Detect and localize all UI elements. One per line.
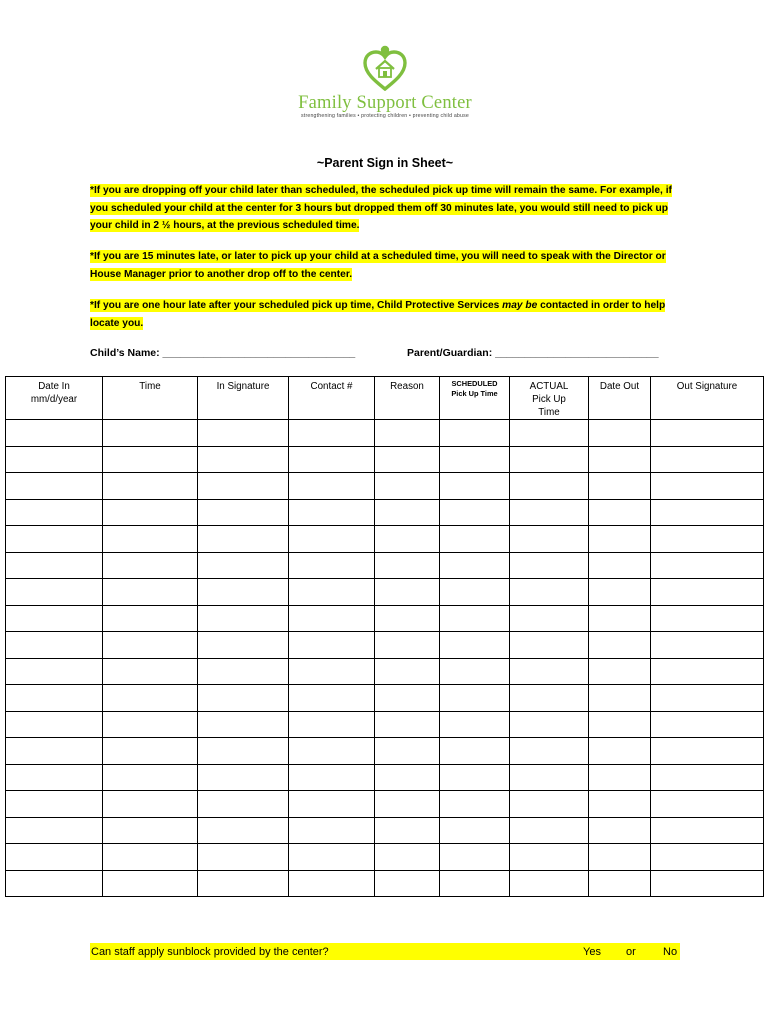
cell-in-signature[interactable] xyxy=(198,791,289,818)
cell-out-signature[interactable] xyxy=(651,685,764,712)
cell-in-signature[interactable] xyxy=(198,605,289,632)
cell-time[interactable] xyxy=(103,791,198,818)
cell-scheduled-pickup[interactable] xyxy=(440,764,510,791)
cell-reason[interactable] xyxy=(375,764,440,791)
table-row xyxy=(6,526,764,553)
cell-reason[interactable] xyxy=(375,473,440,500)
cell-date-in[interactable] xyxy=(6,473,103,500)
cell-date-out[interactable] xyxy=(589,738,651,765)
cell-reason[interactable] xyxy=(375,632,440,659)
cell-scheduled-pickup[interactable] xyxy=(440,552,510,579)
cell-reason[interactable] xyxy=(375,738,440,765)
cell-contact[interactable] xyxy=(289,870,375,897)
cell-out-signature[interactable] xyxy=(651,605,764,632)
cps-note-text-end: contacted in order to help locate you. xyxy=(90,300,666,329)
cell-date-in[interactable] xyxy=(6,844,103,871)
cell-actual-pickup[interactable] xyxy=(510,791,589,818)
cell-reason[interactable] xyxy=(375,870,440,897)
header-actual-sub1: Pick Up xyxy=(532,394,566,405)
table-row xyxy=(6,473,764,500)
late-pickup-note xyxy=(90,248,690,283)
cell-scheduled-pickup[interactable] xyxy=(440,870,510,897)
cell-actual-pickup[interactable] xyxy=(510,420,589,447)
heart-house-logo-icon xyxy=(363,45,407,91)
sunblock-question: Can staff apply sunblock provided by the center? xyxy=(91,946,329,958)
cell-contact[interactable] xyxy=(289,817,375,844)
cell-contact[interactable] xyxy=(289,552,375,579)
cell-in-signature[interactable] xyxy=(198,446,289,473)
cell-scheduled-pickup[interactable] xyxy=(440,579,510,606)
cell-contact[interactable] xyxy=(289,446,375,473)
cell-actual-pickup[interactable] xyxy=(510,764,589,791)
cell-date-in[interactable] xyxy=(6,791,103,818)
cell-date-in[interactable] xyxy=(6,420,103,447)
cell-date-in[interactable] xyxy=(6,632,103,659)
cell-reason[interactable] xyxy=(375,499,440,526)
cell-in-signature[interactable] xyxy=(198,420,289,447)
cell-actual-pickup[interactable] xyxy=(510,658,589,685)
cell-reason[interactable] xyxy=(375,552,440,579)
cell-date-out[interactable] xyxy=(589,473,651,500)
cell-actual-pickup[interactable] xyxy=(510,685,589,712)
cell-contact[interactable] xyxy=(289,711,375,738)
cell-out-signature[interactable] xyxy=(651,817,764,844)
header-scheduled-pickup xyxy=(440,377,510,420)
cell-reason[interactable] xyxy=(375,685,440,712)
page-title: ~Parent Sign in Sheet~ xyxy=(316,156,454,170)
cell-time[interactable] xyxy=(103,844,198,871)
cell-date-out[interactable] xyxy=(589,446,651,473)
cell-out-signature[interactable] xyxy=(651,844,764,871)
cell-scheduled-pickup[interactable] xyxy=(440,420,510,447)
cell-date-out[interactable] xyxy=(589,632,651,659)
sunblock-yes-option[interactable]: Yes xyxy=(583,946,601,958)
table-row xyxy=(6,605,764,632)
table-row xyxy=(6,658,764,685)
cell-out-signature[interactable] xyxy=(651,446,764,473)
cell-date-out[interactable] xyxy=(589,658,651,685)
cell-reason[interactable] xyxy=(375,658,440,685)
cell-out-signature[interactable] xyxy=(651,711,764,738)
cell-contact[interactable] xyxy=(289,526,375,553)
cell-date-in[interactable] xyxy=(6,817,103,844)
cell-contact[interactable] xyxy=(289,473,375,500)
cell-date-out[interactable] xyxy=(589,526,651,553)
cell-actual-pickup[interactable] xyxy=(510,579,589,606)
cell-actual-pickup[interactable] xyxy=(510,446,589,473)
cell-scheduled-pickup[interactable] xyxy=(440,632,510,659)
cell-date-out[interactable] xyxy=(589,499,651,526)
cell-date-in[interactable] xyxy=(6,658,103,685)
cell-in-signature[interactable] xyxy=(198,579,289,606)
cell-date-in[interactable] xyxy=(6,870,103,897)
cell-scheduled-pickup[interactable] xyxy=(440,817,510,844)
cell-scheduled-pickup[interactable] xyxy=(440,738,510,765)
table-header-row xyxy=(6,377,764,420)
cell-out-signature[interactable] xyxy=(651,870,764,897)
cell-actual-pickup[interactable] xyxy=(510,499,589,526)
cell-date-in[interactable] xyxy=(6,552,103,579)
sunblock-no-option[interactable]: No xyxy=(663,946,678,958)
table-row xyxy=(6,791,764,818)
cell-scheduled-pickup[interactable] xyxy=(440,685,510,712)
cell-actual-pickup[interactable] xyxy=(510,738,589,765)
cell-in-signature[interactable] xyxy=(198,499,289,526)
late-pickup-note-text: *If you are 15 minutes late, or later to pick up your child at a scheduled time, you will need to speak with the Director or House Manager prior to another drop off to the center. xyxy=(90,251,666,280)
cell-contact[interactable] xyxy=(289,844,375,871)
cell-date-out[interactable] xyxy=(589,605,651,632)
cell-in-signature[interactable] xyxy=(198,870,289,897)
cell-reason[interactable] xyxy=(375,605,440,632)
cell-date-out[interactable] xyxy=(589,817,651,844)
cell-reason[interactable] xyxy=(375,526,440,553)
cell-in-signature[interactable] xyxy=(198,844,289,871)
table-row xyxy=(6,632,764,659)
cps-note-emphasis: may be xyxy=(502,300,538,311)
header-actual-pickup xyxy=(510,377,589,420)
table-row xyxy=(6,844,764,871)
cell-date-in[interactable] xyxy=(6,499,103,526)
cell-scheduled-pickup[interactable] xyxy=(440,605,510,632)
cell-reason[interactable] xyxy=(375,844,440,871)
header-scheduled-sub: Pick Up Time xyxy=(451,389,498,398)
table-row xyxy=(6,738,764,765)
cell-time[interactable] xyxy=(103,870,198,897)
cell-contact[interactable] xyxy=(289,791,375,818)
header-actual-sub2: Time xyxy=(538,407,560,418)
table-row xyxy=(6,685,764,712)
cell-time[interactable] xyxy=(103,579,198,606)
cell-contact[interactable] xyxy=(289,605,375,632)
cps-note-text-start: *If you are one hour late after your scheduled pick up time, Child Protective Services xyxy=(90,300,503,311)
table-row xyxy=(6,764,764,791)
header-date-in-format: mm/d/year xyxy=(30,394,78,405)
cell-actual-pickup[interactable] xyxy=(510,526,589,553)
cell-date-in[interactable] xyxy=(6,526,103,553)
cell-date-in[interactable] xyxy=(6,446,103,473)
cell-date-in[interactable] xyxy=(6,764,103,791)
late-dropoff-note-text: *If you are dropping off your child later than scheduled, the scheduled pick up time will remain the same. For example, if you scheduled your child at the center for 3 hours but dropped them off 30 minutes late, you would still need to pick up your child in 2 ½ hours, at the previous scheduled time. xyxy=(90,185,672,231)
cell-date-out[interactable] xyxy=(589,711,651,738)
cell-time[interactable] xyxy=(103,658,198,685)
parent-guardian-field[interactable]: Parent/Guardian: ____________________________ xyxy=(407,347,659,359)
cell-time[interactable] xyxy=(103,552,198,579)
header-time: Time xyxy=(103,377,198,420)
cell-out-signature[interactable] xyxy=(651,764,764,791)
cell-contact[interactable] xyxy=(289,658,375,685)
cell-in-signature[interactable] xyxy=(198,658,289,685)
header-contact: Contact # xyxy=(289,377,375,420)
cell-time[interactable] xyxy=(103,817,198,844)
cell-out-signature[interactable] xyxy=(651,579,764,606)
cell-out-signature[interactable] xyxy=(651,526,764,553)
header-in-signature: In Signature xyxy=(198,377,289,420)
cell-time[interactable] xyxy=(103,499,198,526)
table-row xyxy=(6,420,764,447)
cell-out-signature[interactable] xyxy=(651,738,764,765)
cell-time[interactable] xyxy=(103,685,198,712)
cell-time[interactable] xyxy=(103,605,198,632)
cell-date-out[interactable] xyxy=(589,844,651,871)
cell-actual-pickup[interactable] xyxy=(510,817,589,844)
cell-time[interactable] xyxy=(103,420,198,447)
cell-time[interactable] xyxy=(103,446,198,473)
cell-in-signature[interactable] xyxy=(198,632,289,659)
cell-in-signature[interactable] xyxy=(198,473,289,500)
cps-note-text xyxy=(90,299,665,330)
cell-out-signature[interactable] xyxy=(651,632,764,659)
cell-actual-pickup[interactable] xyxy=(510,605,589,632)
cell-date-out[interactable] xyxy=(589,791,651,818)
cell-scheduled-pickup[interactable] xyxy=(440,844,510,871)
cell-date-out[interactable] xyxy=(589,579,651,606)
cell-reason[interactable] xyxy=(375,446,440,473)
cell-out-signature[interactable] xyxy=(651,658,764,685)
header-date-in xyxy=(6,377,103,420)
cell-in-signature[interactable] xyxy=(198,738,289,765)
cell-reason[interactable] xyxy=(375,420,440,447)
cell-date-in[interactable] xyxy=(6,738,103,765)
cell-scheduled-pickup[interactable] xyxy=(440,791,510,818)
cell-contact[interactable] xyxy=(289,764,375,791)
cell-date-out[interactable] xyxy=(589,420,651,447)
cell-scheduled-pickup[interactable] xyxy=(440,658,510,685)
cell-in-signature[interactable] xyxy=(198,711,289,738)
cell-actual-pickup[interactable] xyxy=(510,473,589,500)
cell-out-signature[interactable] xyxy=(651,791,764,818)
cell-out-signature[interactable] xyxy=(651,552,764,579)
table-row xyxy=(6,870,764,897)
cell-scheduled-pickup[interactable] xyxy=(440,526,510,553)
cell-contact[interactable] xyxy=(289,499,375,526)
cell-date-in[interactable] xyxy=(6,579,103,606)
cell-contact[interactable] xyxy=(289,420,375,447)
table-row xyxy=(6,499,764,526)
cell-in-signature[interactable] xyxy=(198,685,289,712)
header-out-signature: Out Signature xyxy=(651,377,764,420)
cell-scheduled-pickup[interactable] xyxy=(440,711,510,738)
cell-actual-pickup[interactable] xyxy=(510,711,589,738)
cell-in-signature[interactable] xyxy=(198,552,289,579)
cps-note xyxy=(90,297,690,332)
cell-out-signature[interactable] xyxy=(651,420,764,447)
cell-in-signature[interactable] xyxy=(198,526,289,553)
late-dropoff-note xyxy=(90,182,690,235)
cell-out-signature[interactable] xyxy=(651,473,764,500)
cell-time[interactable] xyxy=(103,764,198,791)
header-date-in-label: Date In xyxy=(38,381,70,392)
cell-date-in[interactable] xyxy=(6,605,103,632)
cell-scheduled-pickup[interactable] xyxy=(440,499,510,526)
table-row xyxy=(6,817,764,844)
logo-tagline: strengthening families • protecting children • preventing child abuse xyxy=(301,113,469,119)
sign-in-table-body xyxy=(6,420,764,897)
cell-time[interactable] xyxy=(103,632,198,659)
sunblock-or: or xyxy=(626,946,636,958)
cell-scheduled-pickup[interactable] xyxy=(440,473,510,500)
cell-actual-pickup[interactable] xyxy=(510,552,589,579)
cell-out-signature[interactable] xyxy=(651,499,764,526)
cell-reason[interactable] xyxy=(375,711,440,738)
sign-in-table xyxy=(5,376,764,897)
table-row xyxy=(6,446,764,473)
header-actual-label: ACTUAL xyxy=(529,381,569,392)
cell-reason[interactable] xyxy=(375,817,440,844)
cell-time[interactable] xyxy=(103,738,198,765)
cell-contact[interactable] xyxy=(289,738,375,765)
cell-date-in[interactable] xyxy=(6,685,103,712)
cell-actual-pickup[interactable] xyxy=(510,632,589,659)
cell-date-out[interactable] xyxy=(589,685,651,712)
table-row xyxy=(6,711,764,738)
cell-time[interactable] xyxy=(103,526,198,553)
table-row xyxy=(6,579,764,606)
cell-date-out[interactable] xyxy=(589,764,651,791)
header-date-out: Date Out xyxy=(589,377,651,420)
cell-date-out[interactable] xyxy=(589,870,651,897)
family-support-center-logo xyxy=(290,45,480,125)
childs-name-field[interactable]: Child’s Name: _________________________________ xyxy=(90,347,356,359)
cell-contact[interactable] xyxy=(289,632,375,659)
cell-time[interactable] xyxy=(103,711,198,738)
cell-date-out[interactable] xyxy=(589,552,651,579)
cell-actual-pickup[interactable] xyxy=(510,870,589,897)
cell-contact[interactable] xyxy=(289,579,375,606)
cell-time[interactable] xyxy=(103,473,198,500)
cell-reason[interactable] xyxy=(375,579,440,606)
cell-in-signature[interactable] xyxy=(198,817,289,844)
cell-date-in[interactable] xyxy=(6,711,103,738)
cell-scheduled-pickup[interactable] xyxy=(440,446,510,473)
header-reason: Reason xyxy=(375,377,440,420)
cell-in-signature[interactable] xyxy=(198,764,289,791)
logo-name: Family Support Center xyxy=(298,93,472,113)
header-scheduled-label: SCHEDULED xyxy=(451,379,498,388)
table-row xyxy=(6,552,764,579)
cell-reason[interactable] xyxy=(375,791,440,818)
cell-contact[interactable] xyxy=(289,685,375,712)
cell-actual-pickup[interactable] xyxy=(510,844,589,871)
